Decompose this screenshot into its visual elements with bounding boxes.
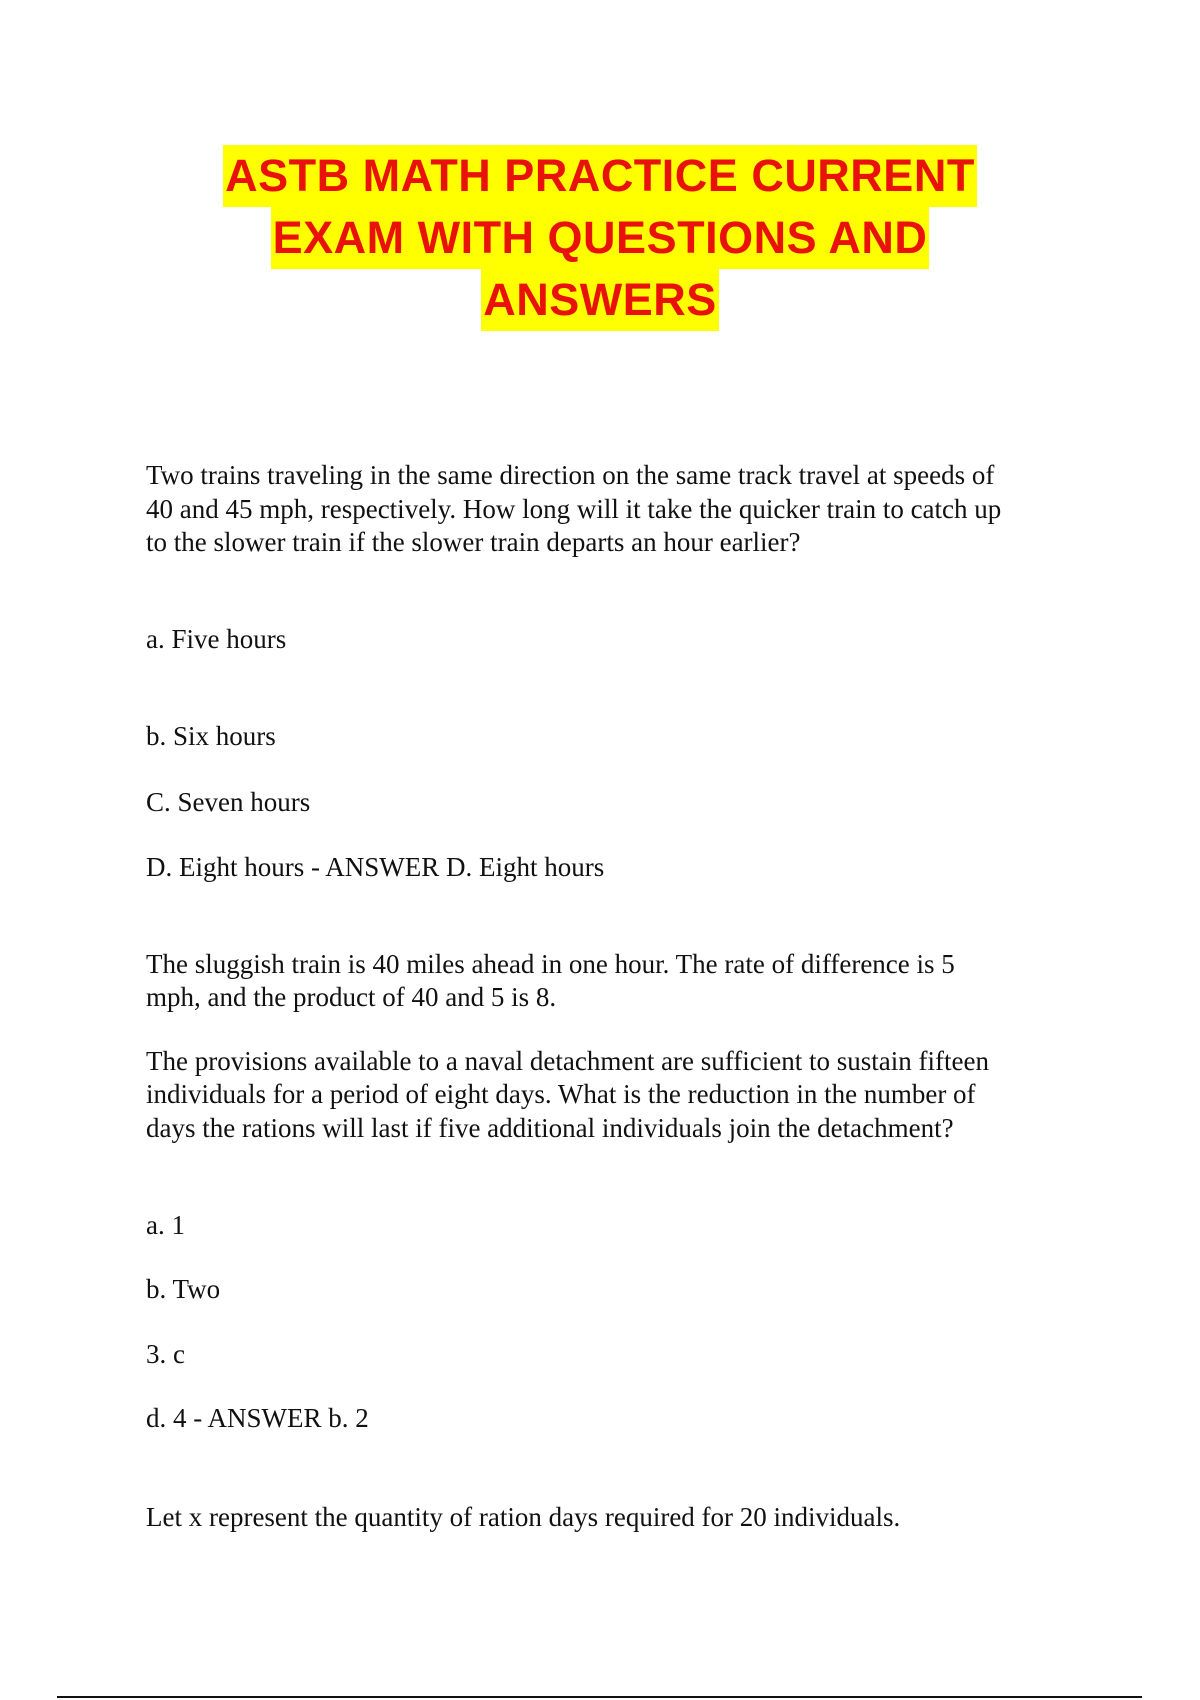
question-1-explanation-line-2: mph, and the product of 40 and 5 is 8. <box>146 982 557 1012</box>
question-1-explanation-line-1: The sluggish train is 40 miles ahead in one hour. The rate of difference is 5 <box>146 949 955 979</box>
title-line-2: EXAM WITH QUESTIONS AND <box>271 207 930 269</box>
title-line-1: ASTB MATH PRACTICE CURRENT <box>223 145 977 207</box>
question-2-explanation: Let x represent the quantity of ration days required for 20 individuals. <box>146 1502 901 1532</box>
question-2-option-a: a. 1 <box>146 1210 185 1240</box>
question-2-option-c: 3. c <box>146 1339 185 1369</box>
question-2-line-1: The provisions available to a naval detachment are sufficient to sustain fifteen <box>146 1046 989 1076</box>
question-1-option-c: C. Seven hours <box>146 787 311 817</box>
question-1-option-b: b. Six hours <box>146 721 276 751</box>
question-1-option-a: a. Five hours <box>146 624 287 654</box>
question-2-line-3: days the rations will last if five additional individuals join the detachment? <box>146 1113 954 1143</box>
page-bottom-rule <box>57 1696 1142 1698</box>
question-2-option-b: b. Two <box>146 1274 221 1304</box>
question-1-option-d-answer: D. Eight hours - ANSWER D. Eight hours <box>146 852 605 882</box>
title-line-3: ANSWERS <box>481 269 719 331</box>
document-title <box>0 145 1200 331</box>
question-2-option-d-answer: d. 4 - ANSWER b. 2 <box>146 1403 369 1433</box>
question-1-line-3: to the slower train if the slower train departs an hour earlier? <box>146 527 801 557</box>
question-1-line-1: Two trains traveling in the same direction on the same track travel at speeds of <box>146 460 995 490</box>
question-2-line-2: individuals for a period of eight days. What is the reduction in the number of <box>146 1079 976 1109</box>
question-1-line-2: 40 and 45 mph, respectively. How long will it take the quicker train to catch up <box>146 494 1002 524</box>
